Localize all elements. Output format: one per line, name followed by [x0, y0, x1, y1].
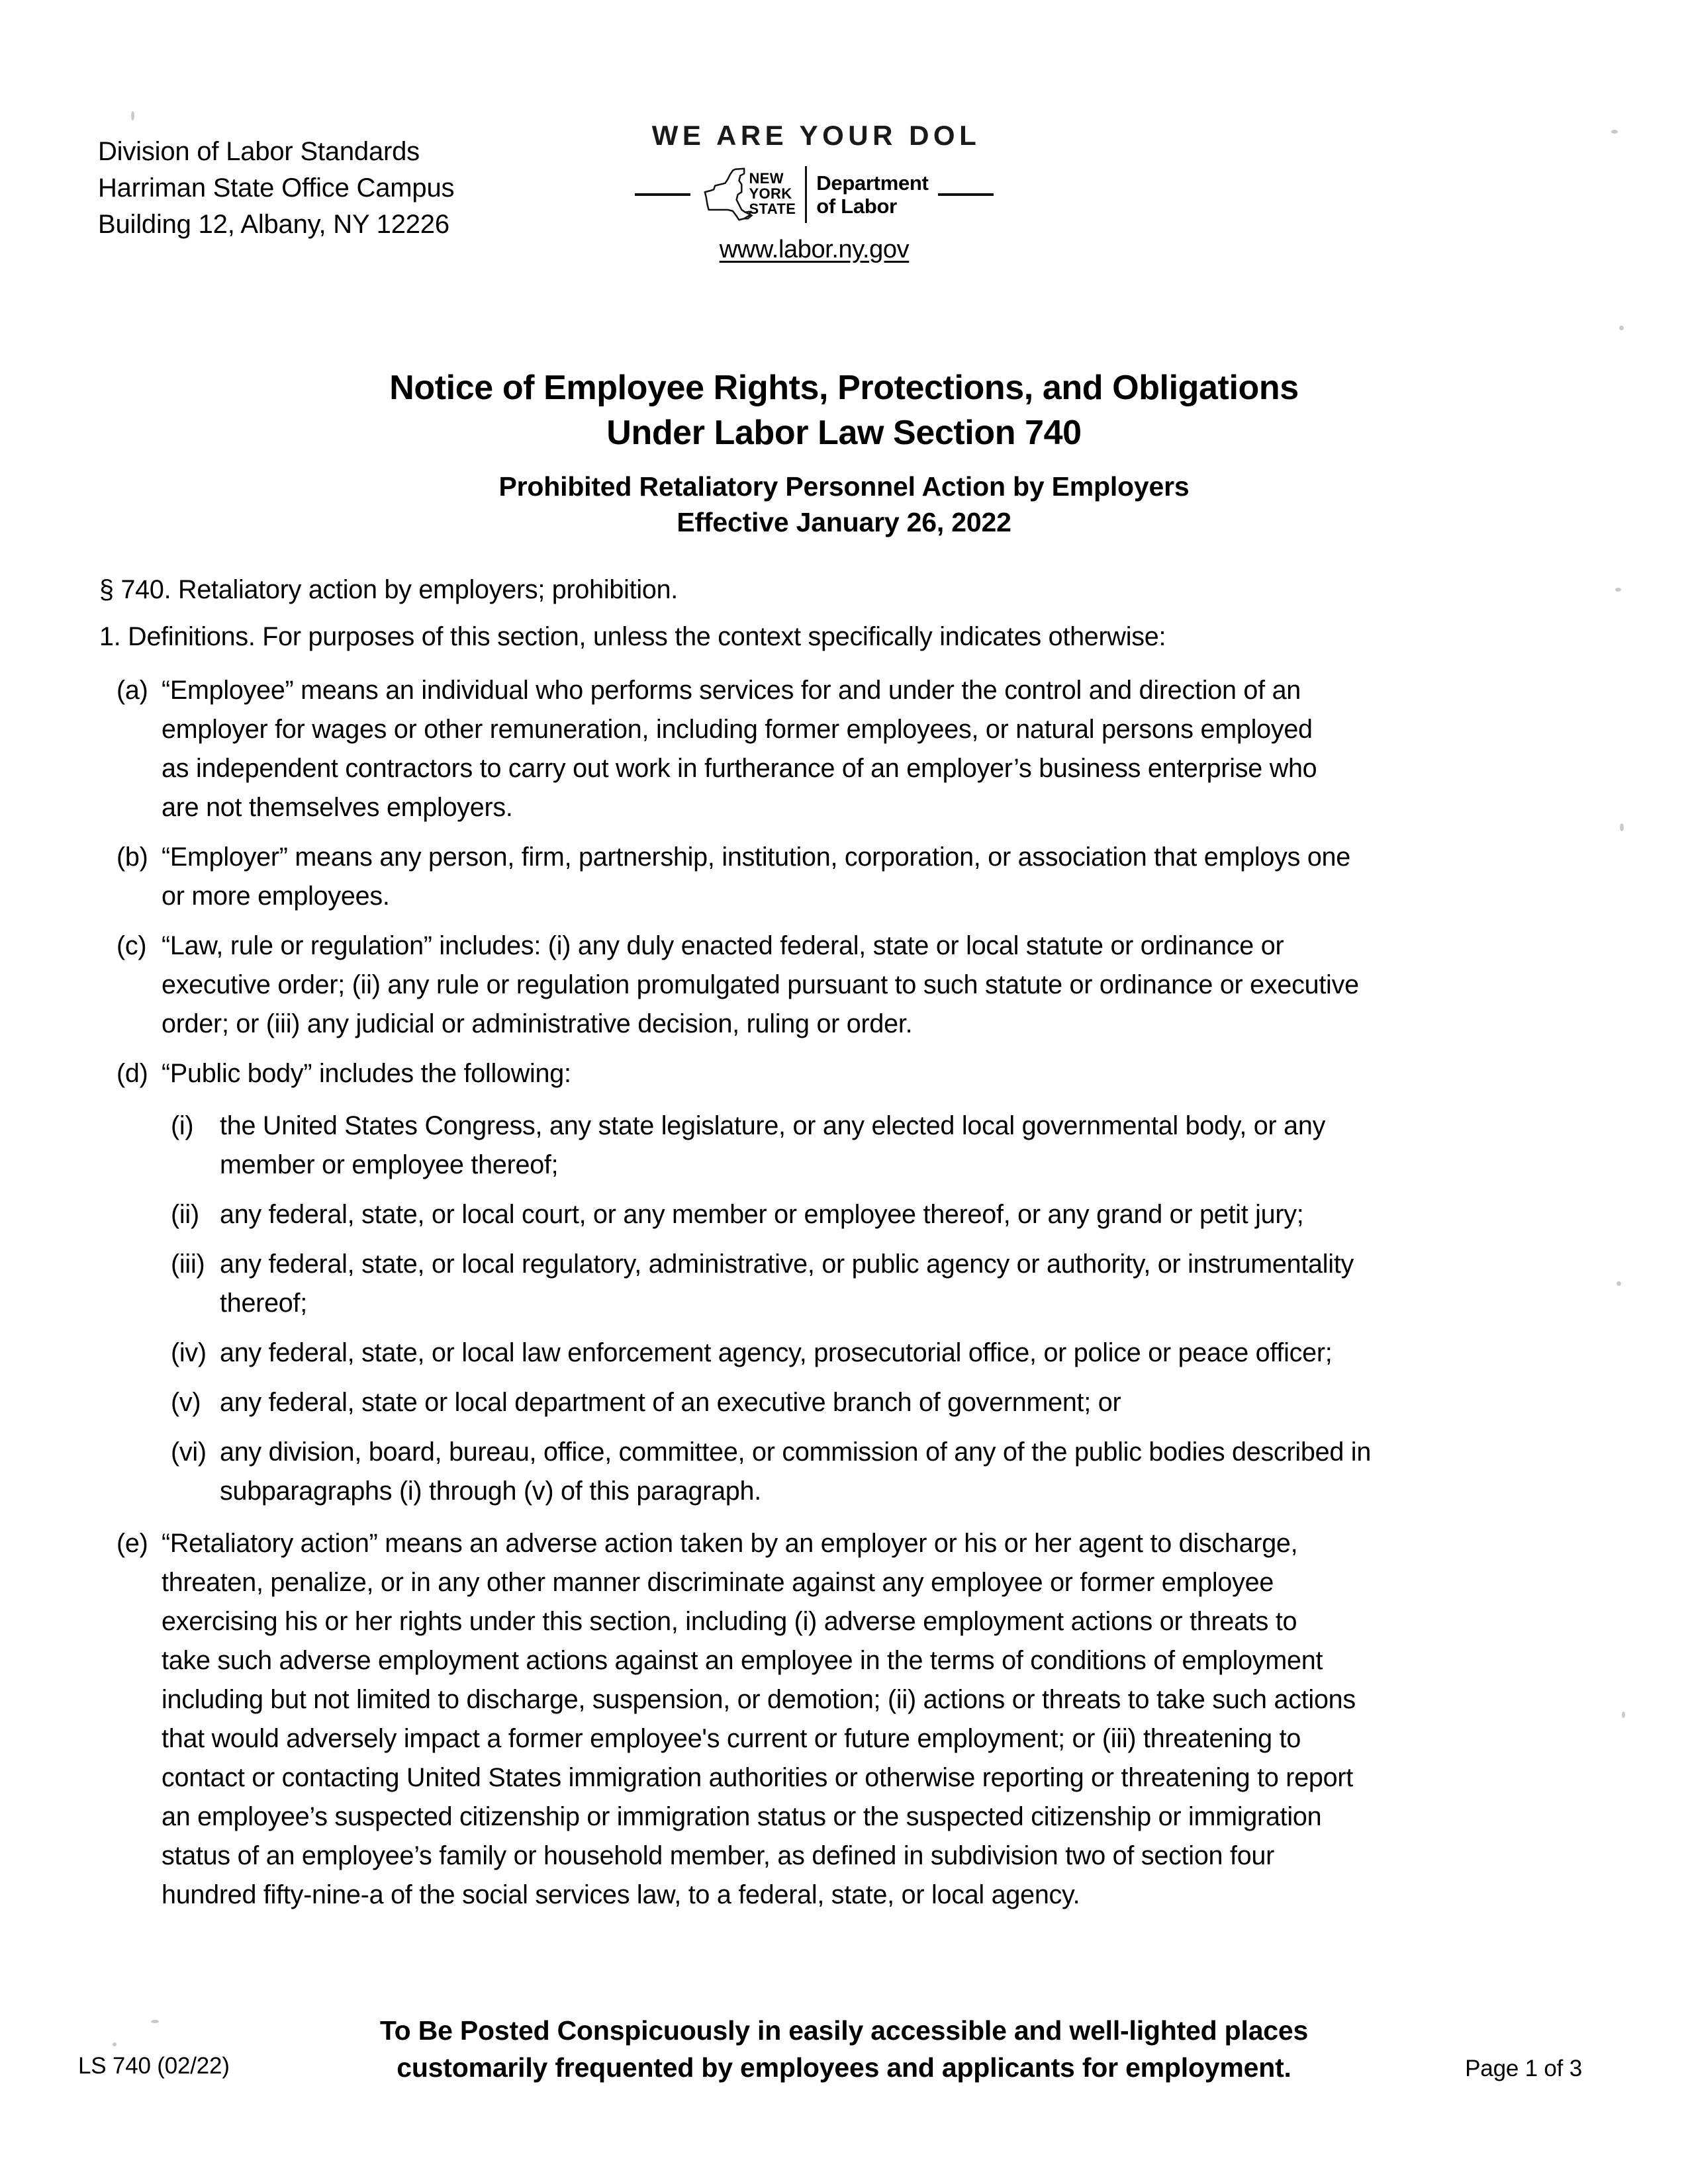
ny-word-new: NEW [749, 169, 784, 187]
ny-state-wordmark [749, 171, 796, 219]
definition-marker: (c) [117, 931, 147, 960]
logo-rule-right [938, 193, 994, 196]
text-line: thereof; [220, 1289, 307, 1318]
nysdol-logo [583, 163, 1046, 226]
public-body-item-iv [171, 1334, 1589, 1373]
public-body-text [220, 1107, 1589, 1185]
department-wordmark [816, 171, 928, 218]
definition-item-c [117, 927, 1589, 1044]
text-line: employer for wages or other remuneration, including former employees, or natural persons employed [162, 715, 1313, 744]
page-subtitle-line-1: Prohibited Retaliatory Personnel Action by Employers [498, 471, 1190, 502]
ny-word-state: STATE [749, 200, 796, 217]
dol-logo-block [583, 119, 1046, 264]
address-line: Harriman State Office Campus [98, 173, 455, 203]
public-body-marker: (i) [171, 1111, 194, 1140]
public-body-text [220, 1195, 1589, 1234]
page-subtitle-line-2: Effective January 26, 2022 [677, 507, 1011, 537]
page-subtitle [0, 469, 1688, 540]
text-line: that would adversely impact a former employee's current or future employment; or (iii) threatening to [162, 1724, 1301, 1753]
definitions-intro: 1. Definitions. For purposes of this section, unless the context specifically indicates otherwise: [99, 622, 1166, 651]
public-body-text [220, 1245, 1589, 1323]
posting-notice [0, 2012, 1688, 2086]
page-title-line-2: Under Labor Law Section 740 [606, 414, 1082, 452]
public-body-item-vi [171, 1433, 1589, 1511]
text-line: an employee’s suspected citizenship or immigration status or the suspected citizenship or immigration [162, 1802, 1322, 1831]
document-footer [0, 2012, 1688, 2118]
agency-website-link[interactable]: www.labor.ny.gov [719, 236, 910, 263]
text-line: the United States Congress, any state legislature, or any elected local governmental body, or any [220, 1111, 1326, 1140]
text-line: member or employee thereof; [220, 1150, 559, 1179]
public-body-item-ii [171, 1195, 1589, 1234]
definition-item-a [117, 671, 1589, 827]
posting-notice-line-1: To Be Posted Conspicuously in easily accessible and well-lighted places [379, 2015, 1309, 2046]
public-body-text [220, 1383, 1589, 1422]
text-line: or more employees. [162, 882, 390, 911]
text-line: including but not limited to discharge, suspension, or demotion; (ii) actions or threats to take such actions [162, 1685, 1356, 1714]
dol-tagline: WE ARE YOUR DOL [651, 120, 981, 151]
address-line: Division of Labor Standards [98, 137, 420, 166]
public-body-marker: (v) [171, 1388, 201, 1417]
scan-speck [1619, 326, 1624, 330]
ny-word-york: YORK [749, 185, 792, 202]
text-line: are not themselves employers. [162, 793, 513, 822]
text-line: any federal, state, or local law enforcement agency, prosecutorial office, or police or peace officer; [220, 1338, 1333, 1367]
public-body-item-v [171, 1383, 1589, 1422]
public-body-marker: (iii) [171, 1250, 205, 1279]
text-line: “Law, rule or regulation” includes: (i) any duly enacted federal, state or local statute or ordinance or [162, 931, 1284, 960]
logo-divider [805, 166, 807, 223]
text-line: any federal, state or local department of an executive branch of government; or [220, 1388, 1121, 1417]
document-header [0, 119, 1688, 298]
text-line: exercising his or her rights under this section, including (i) adverse employment actions or threats to [162, 1607, 1297, 1636]
text-line: any federal, state, or local regulatory, administrative, or public agency or authority, or instrumentality [220, 1250, 1354, 1279]
definition-item-b [117, 838, 1589, 916]
address-line: Building 12, Albany, NY 12226 [98, 210, 449, 239]
statute-heading: § 740. Retaliatory action by employers; prohibition. [99, 575, 679, 604]
logo-core [700, 165, 928, 224]
definition-marker: (a) [117, 676, 148, 705]
public-body-marker: (ii) [171, 1200, 199, 1229]
text-line: status of an employee’s family or household member, as defined in subdivision two of section four [162, 1841, 1275, 1870]
text-line: subparagraphs (i) through (v) of this paragraph. [220, 1477, 761, 1506]
definition-text [162, 927, 1589, 1044]
text-line: “Public body” includes the following: [162, 1059, 571, 1088]
text-line: “Retaliatory action” means an adverse action taken by an employer or his or her agent to discharge, [162, 1529, 1298, 1558]
text-line: executive order; (ii) any rule or regulation promulgated pursuant to such statute or ordinance or executive [162, 970, 1359, 999]
public-body-text [220, 1433, 1589, 1511]
document-body [0, 570, 1688, 1925]
definition-text [162, 671, 1589, 827]
dept-line-department: Department [816, 171, 929, 195]
text-line: contact or contacting United States immigration authorities or otherwise reporting or threatening to report [162, 1763, 1353, 1792]
definition-marker: (e) [117, 1529, 148, 1558]
public-body-item-i [171, 1107, 1589, 1185]
text-line: take such adverse employment actions against an employee in the terms of conditions of employment [162, 1646, 1323, 1675]
text-line: as independent contractors to carry out work in furtherance of an employer’s business enterprise who [162, 754, 1317, 783]
page-title-line-1: Notice of Employee Rights, Protections, and Obligations [389, 369, 1299, 407]
logo-rule-left [635, 193, 690, 196]
posting-notice-line-2: customarily frequented by employees and applicants for employment. [397, 2052, 1291, 2083]
definition-marker: (d) [117, 1059, 148, 1088]
page-number: Page 1 of 3 [1465, 2056, 1582, 2081]
definition-text [162, 1054, 1589, 1093]
document-title-block [0, 365, 1688, 540]
text-line: “Employee” means an individual who performs services for and under the control and direction of an [162, 676, 1301, 705]
page-title [0, 365, 1688, 455]
definition-text [162, 838, 1589, 916]
text-line: hundred fifty-nine-a of the social services law, to a federal, state, or local agency. [162, 1880, 1080, 1909]
text-line: threaten, penalize, or in any other manner discriminate against any employee or former employee [162, 1568, 1274, 1597]
definition-text [162, 1524, 1589, 1915]
public-body-marker: (vi) [171, 1437, 207, 1467]
dept-line-of-labor: of Labor [816, 195, 897, 218]
definition-item-d [117, 1054, 1589, 1093]
definition-item-e [117, 1524, 1589, 1915]
public-body-marker: (iv) [171, 1338, 207, 1367]
agency-address [98, 134, 454, 243]
public-body-text [220, 1334, 1589, 1373]
definition-marker: (b) [117, 842, 148, 872]
text-line: any federal, state, or local court, or any member or employee thereof, or any grand or petit jury; [220, 1200, 1304, 1229]
text-line: any division, board, bureau, office, committee, or commission of any of the public bodies described in [220, 1437, 1372, 1467]
public-body-item-iii [171, 1245, 1589, 1323]
form-id: LS 740 (02/22) [78, 2053, 230, 2079]
text-line: order; or (iii) any judicial or administrative decision, ruling or order. [162, 1009, 913, 1038]
text-line: “Employer” means any person, firm, partnership, institution, corporation, or association that employs one [162, 842, 1350, 872]
